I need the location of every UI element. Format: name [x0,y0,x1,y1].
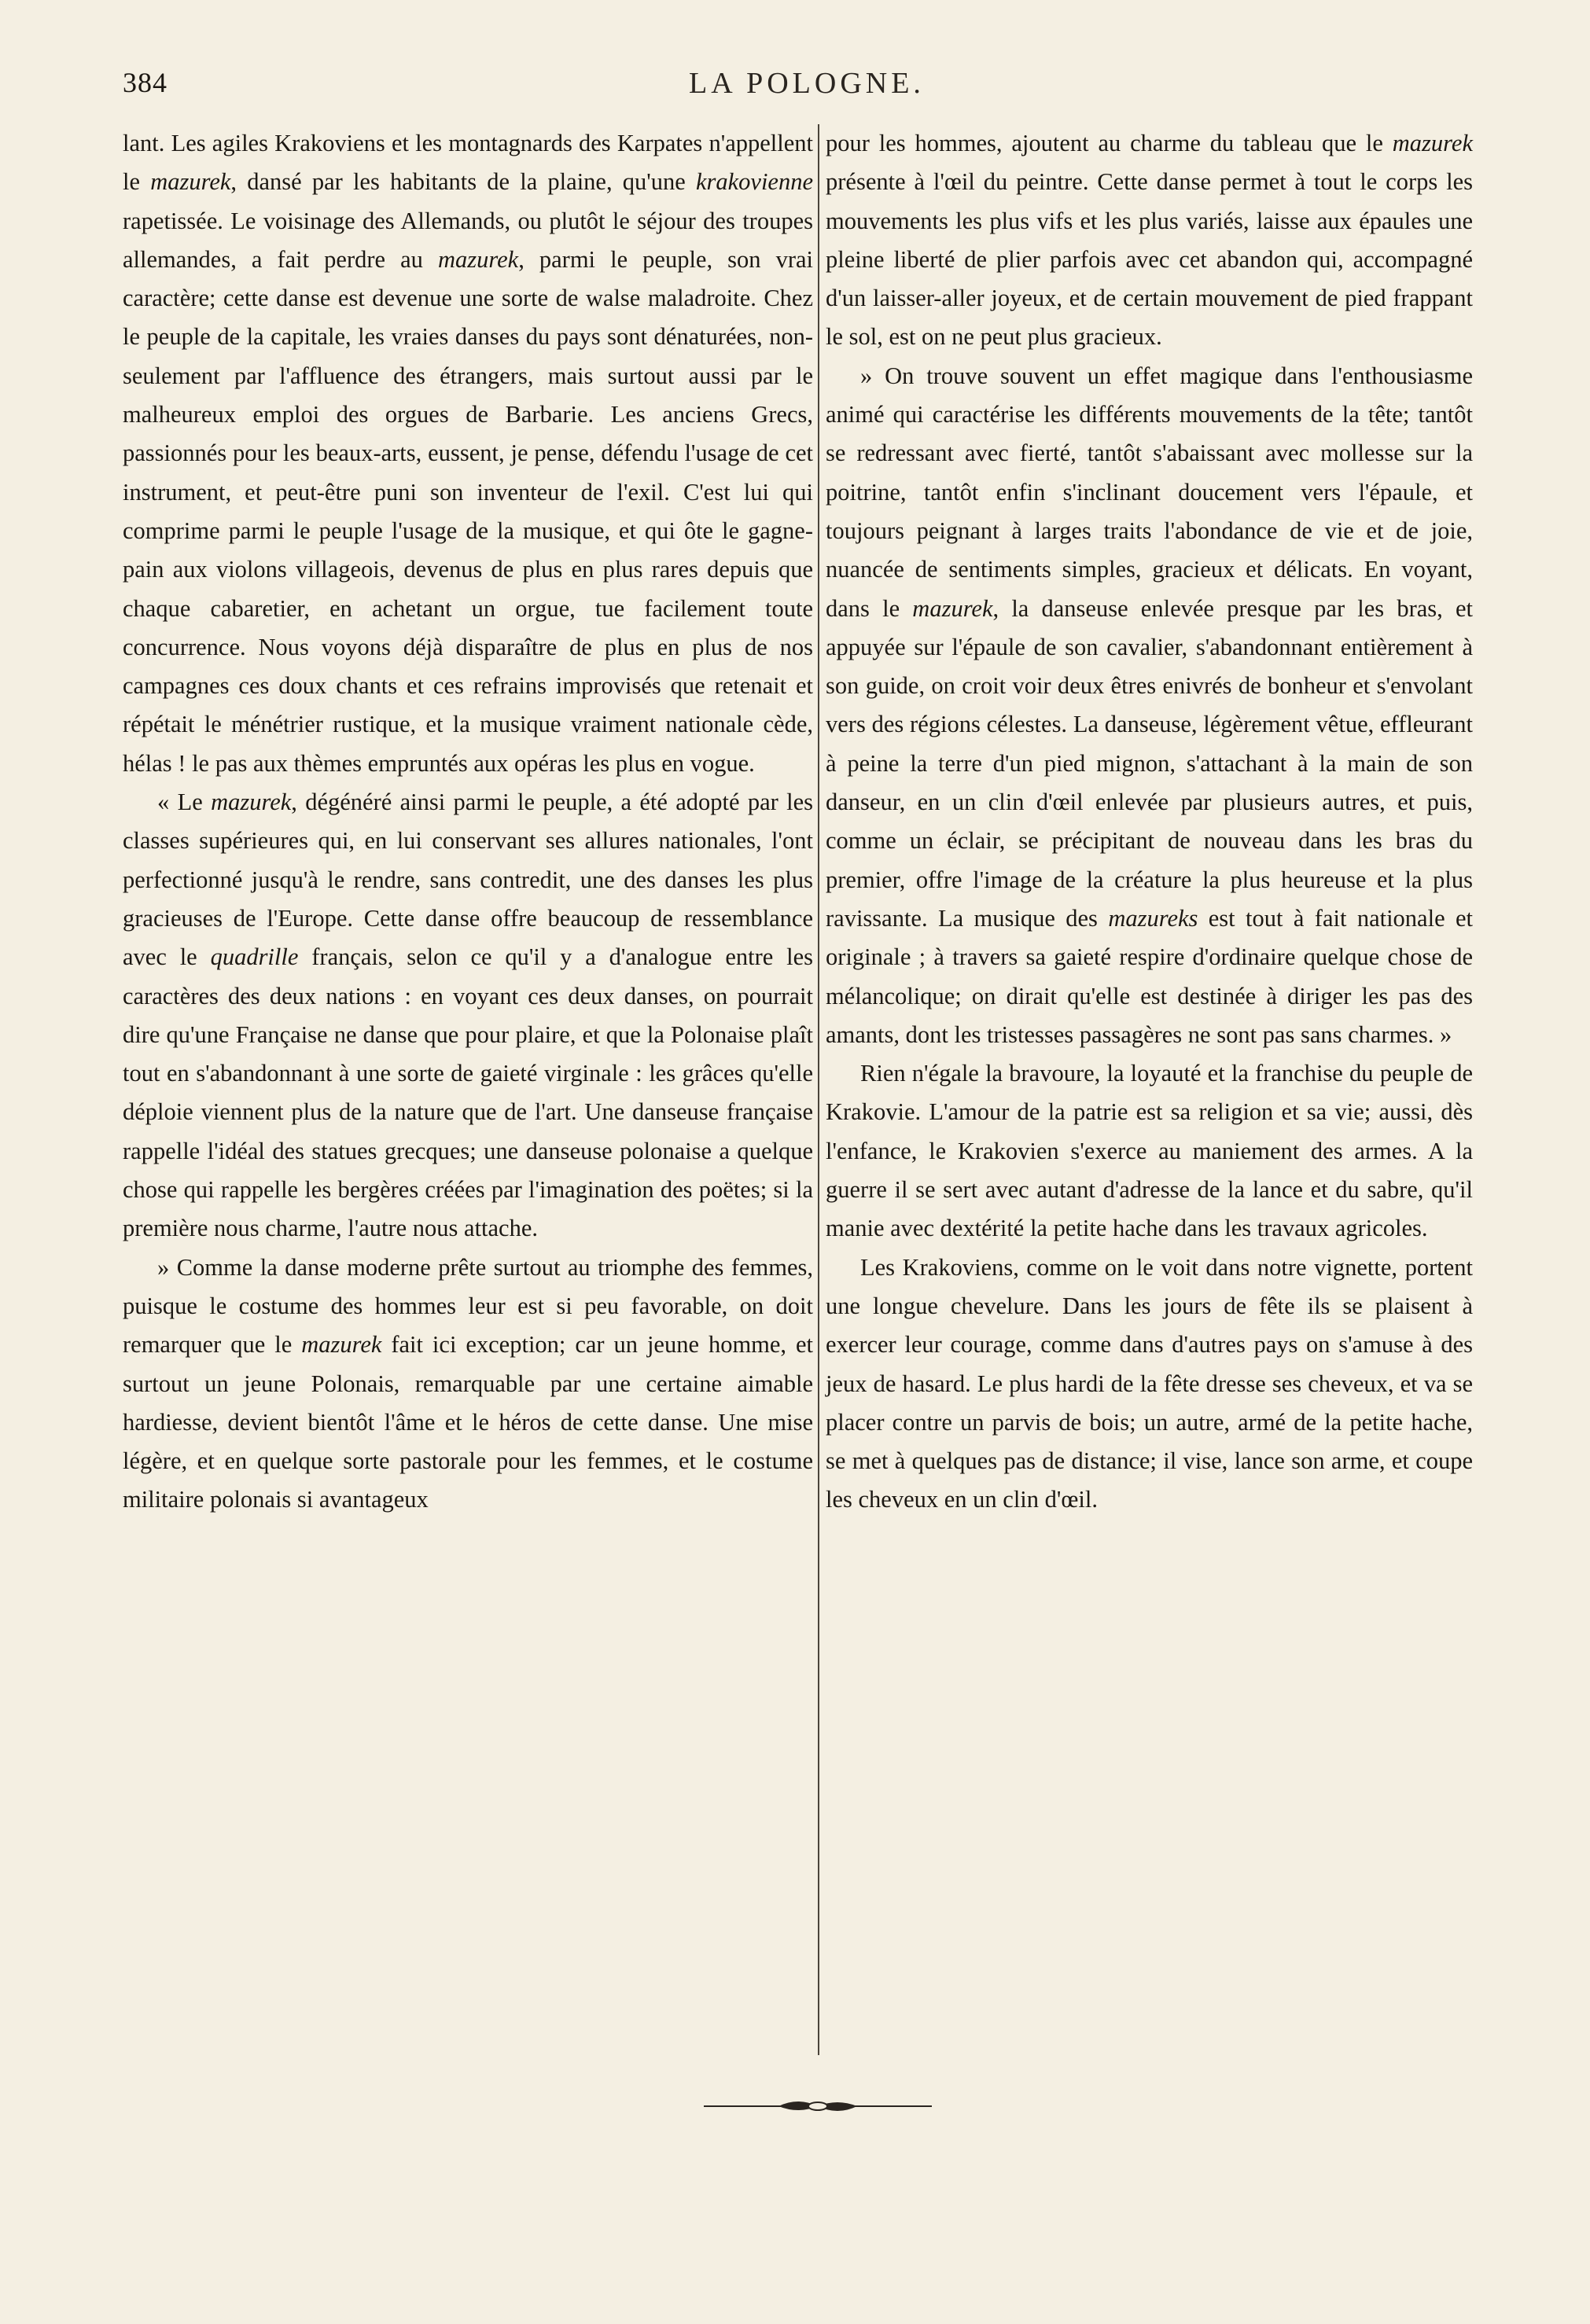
paragraph: « Le mazurek, dégénéré ainsi parmi le peuple, a été adopté par les classes supérieures qui, en lui conservant ses allures nationales, l'ont perfectionné jusqu'à le rendre, sans contredit, une des danses les plus gracieuses de l'Europe. Cette danse offre beaucoup de ressemblance avec le quadrille français, selon ce qu'il y a d'analogue entre les caractères des deux nations : en voyant ces deux danses, on pourrait dire qu'une Française ne danse que pour plaire, et que la Polonaise plaît tout en s'abandonnant à une sorte de gaieté virginale : les grâces qu'elle déploie viennent plus de la nature que de l'art. Une danseuse française rappelle l'idéal des statues grecques; une danseuse polonaise a quelque chose qui rappelle les bergères créées par l'imagination des poëtes; si la première nous charme, l'autre nous attache. [123,789,814,1242]
paragraph: pour les hommes, ajoutent au charme du tableau que le mazurek présente à l'œil du peintre. Cette danse permet à tout le corps les mouvements les plus vifs et les plus variés, laisse aux épaules une pleine liberté de plier parfois avec cet abandon qui, accompagné d'un laisser-aller joyeux, et de certain mouvement de pied frappant le sol, est on ne peut plus gracieux. [826,130,1473,351]
paragraph: lant. Les agiles Krakoviens et les montagnards des Karpates n'appellent le mazurek, dansé par les habitants de la plaine, qu'une krakovienne rapetissée. Le voisinage des Allemands, ou plutôt le séjour des troupes allemandes, a fait perdre au mazurek, parmi le peuple, son vrai caractère; cette danse est devenue une sorte de walse maladroite. Chez le peuple de la capitale, les vraies danses du pays sont dénaturées, non-seulement par l'affluence des étrangers, mais surtout aussi par le malheureux emploi des orgues de Barbarie. Les anciens Grecs, passionnés pour les beaux-arts, eussent, je pense, défendu l'usage de cet instrument, et peut-être puni son inventeur de l'exil. C'est lui qui comprime parmi le peuple l'usage de la musique, et qui ôte le gagne-pain aux violons villageois, devenus de plus en plus rares depuis que chaque cabaretier, en achetant un orgue, tue facilement toute concurrence. Nous voyons déjà disparaître de plus en plus de nos campagnes ces doux chants et ces refrains improvisés que retenait et répétait le ménétrier rustique, et la musique vraiment nationale cède, hélas ! le pas aux thèmes empruntés aux opéras les plus en vogue. [123,130,813,777]
paragraph: Rien n'égale la bravoure, la loyauté et la franchise du peuple de Krakovie. L'amour de la patrie est sa religion et sa vie; aussi, dès l'enfance, le Krakovien s'exerce au maniement des armes. A la guerre il se sert avec autant d'adresse de la lance et du sabre, qu'il manie avec dextérité la petite hache dans les travaux agricoles. [826,1060,1473,1242]
left-column [123,124,813,1520]
column-divider [818,124,819,2055]
paragraph: Les Krakoviens, comme on le voit dans notre vignette, portent une longue chevelure. Dans les jours de fête ils se plaisent à exercer leur courage, comme dans d'autres pays on s'amuse à des jeux de hasard. Le plus hardi de la fête dresse ses cheveux, et va se placer contre un parvis de bois; un autre, armé de la petite hache, se met à quelques pas de distance; il vise, lance son arme, et coupe les cheveux en un clin d'œil. [826,1253,1473,1513]
right-column [826,124,1473,1520]
paragraph: » On trouve souvent un effet magique dans l'enthousiasme animé qui caractérise les différents mouvements de la tête; tantôt se redressant avec fierté, tantôt s'abaissant avec mollesse sur la poitrine, tantôt enfin s'inclinant doucement vers l'épaule, et toujours peignant à larges traits l'abondance de vie et de joie, nuancée de sentiments simples, gracieux et délicats. En voyant, dans le mazurek, la danseuse enlevée presque par les bras, et appuyée sur l'épaule de son cavalier, s'abandonnant entièrement à son guide, on croit voir deux êtres enivrés de bonheur et s'envolant vers des régions célestes. La danseuse, légèrement vêtue, effleurant à peine la terre d'un pied mignon, s'attachant à la main de son danseur, en un clin d'œil enlevée par plusieurs autres, et puis, comme un éclair, se précipitant de nouveau dans les bras du premier, offre l'image de la créature la plus heureuse et la plus ravissante. La musique des mazureks est tout à fait nationale et originale ; à travers sa gaieté respire d'ordinaire quelque chose de mélancolique; on dirait qu'elle est destinée à diriger les pas des amants, dont les tristesses passagères ne sont pas sans charmes. » [826,362,1473,1048]
paragraph: » Comme la danse moderne prête surtout au triomphe des femmes, puisque le costume des hommes leur est si peu favorable, on doit remarquer que le mazurek fait ici exception; car un jeune homme, et surtout un jeune Polonais, remarquable par une certaine aimable hardiesse, devient bientôt l'âme et le héros de cette danse. Une mise légère, et en quelque sorte pastorale pour les femmes, et le costume militaire polonais si avantageux [123,1253,814,1513]
end-ornament [704,2097,932,2116]
running-title: LA POLOGNE. [689,67,925,100]
page-header [123,66,1491,113]
page-number: 384 [123,67,167,98]
